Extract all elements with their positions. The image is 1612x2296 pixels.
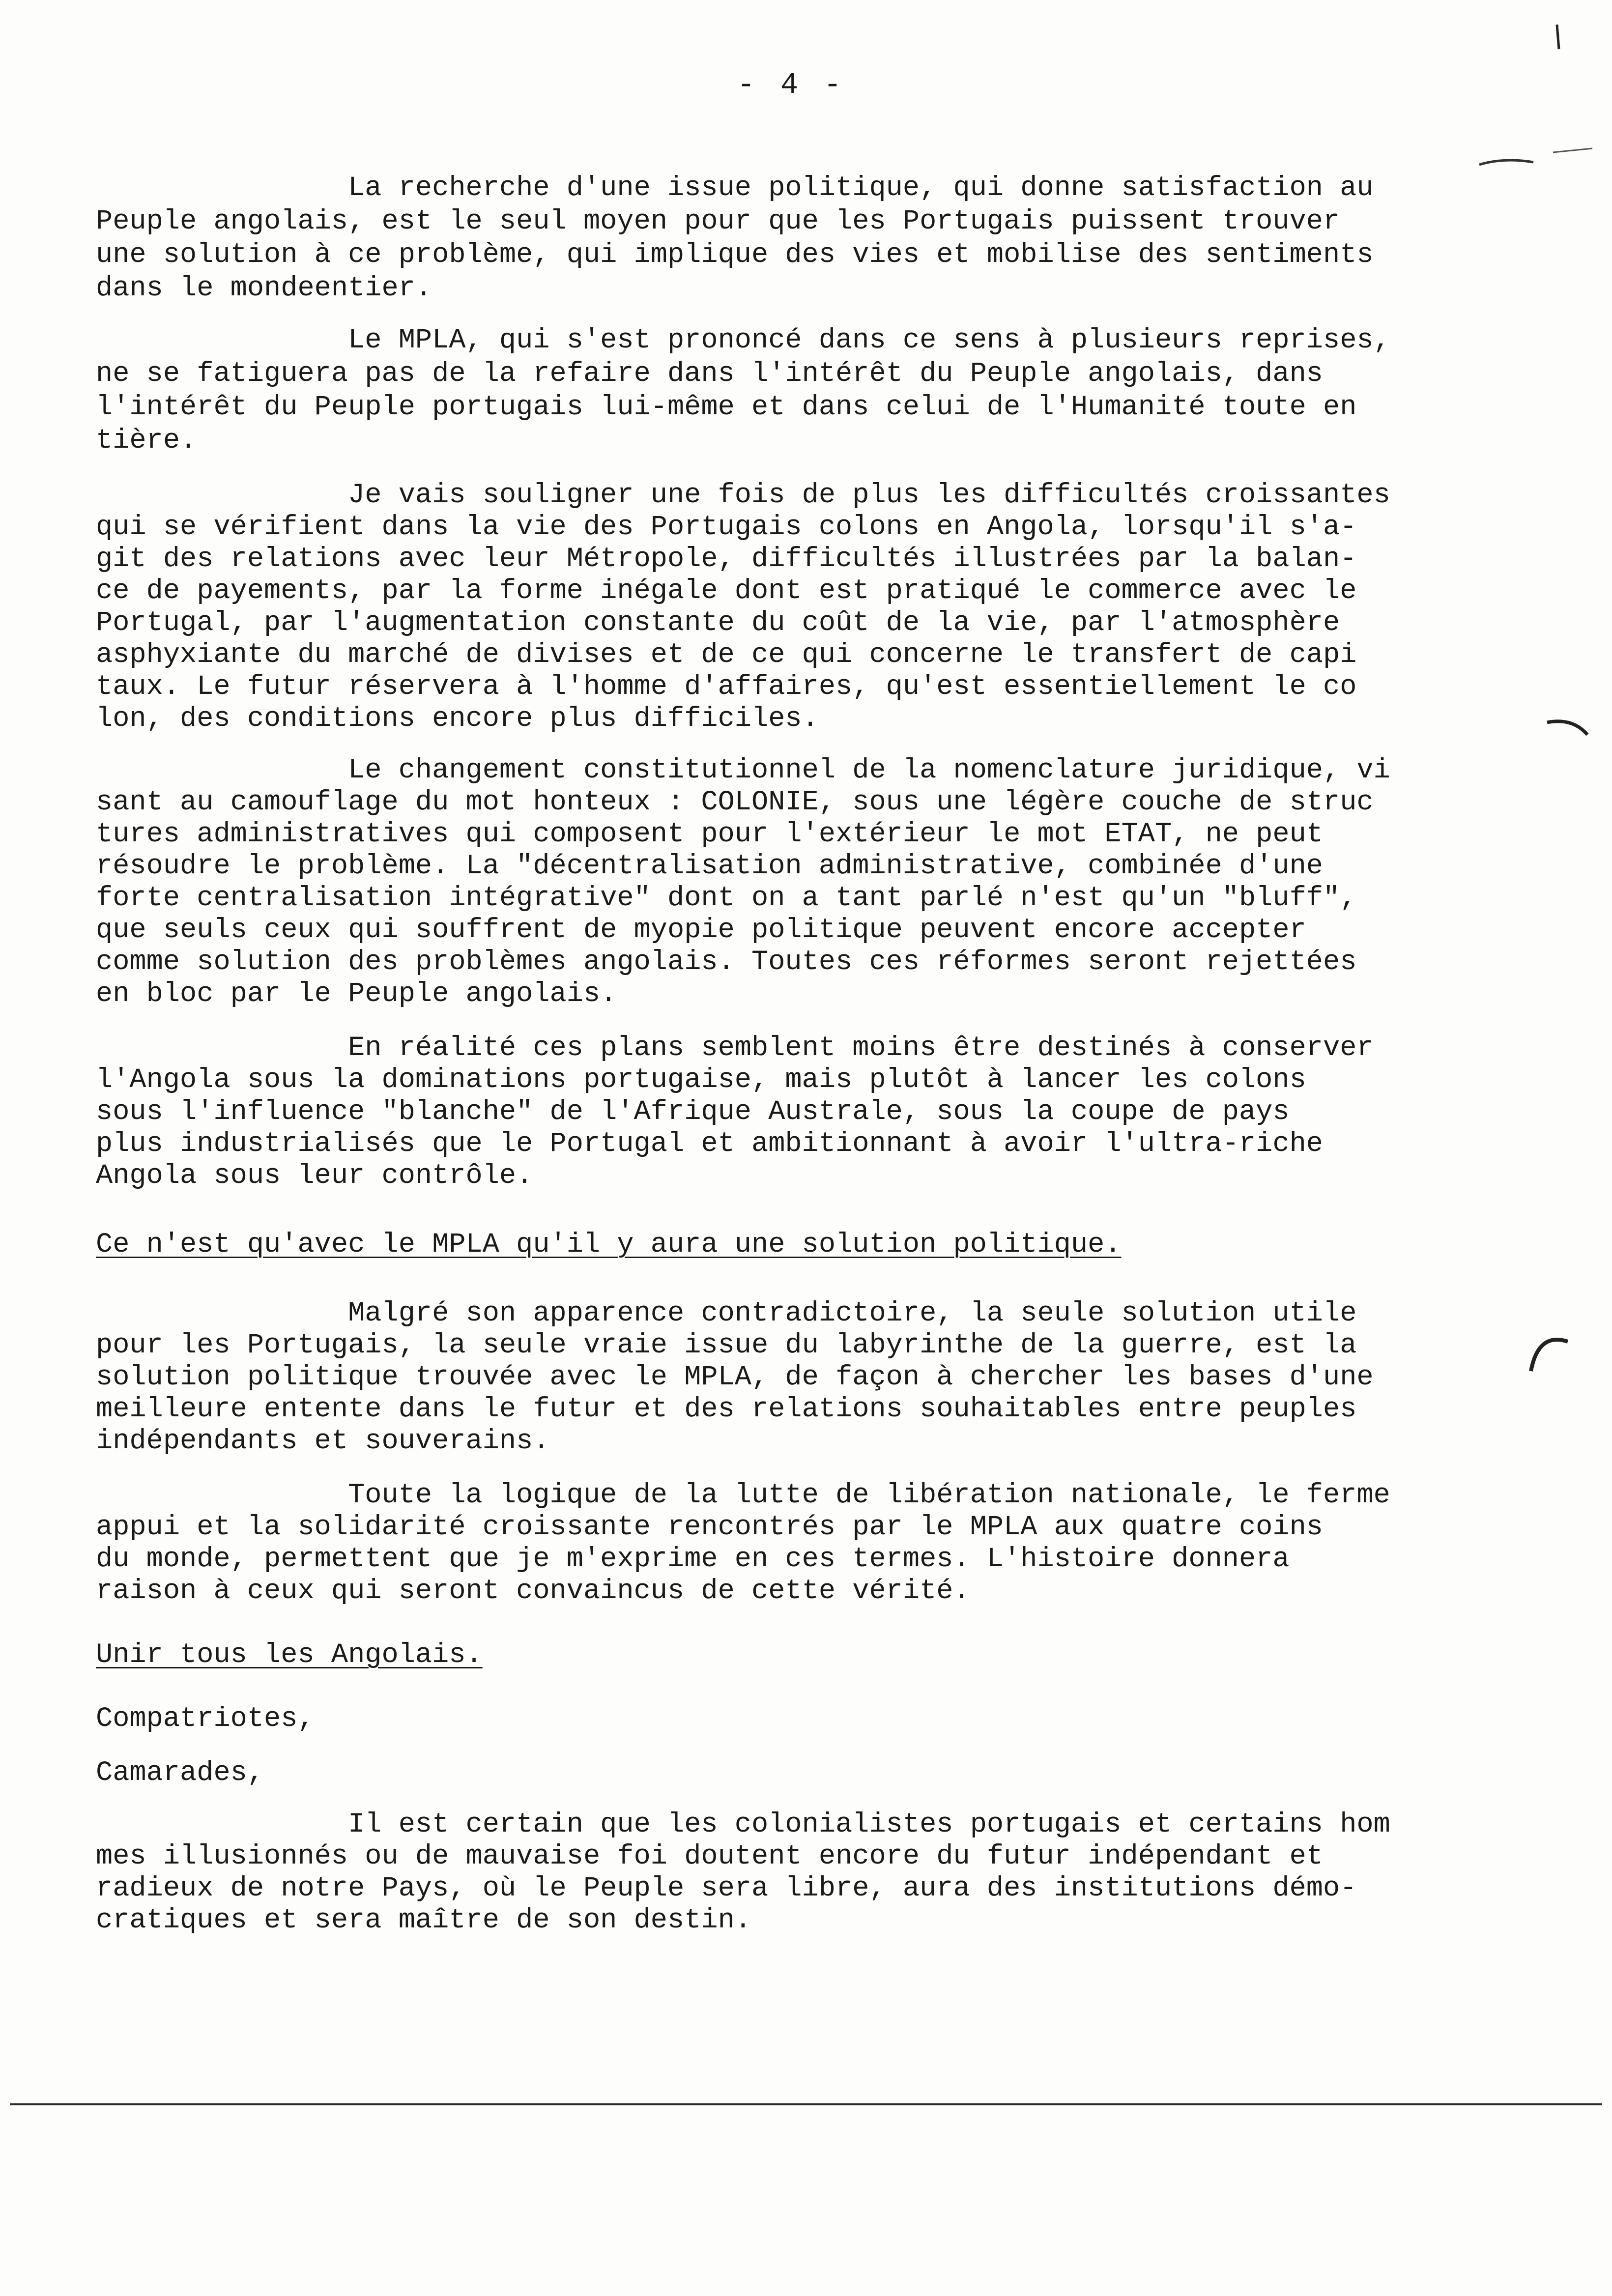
text-line: tures administratives qui composent pour l'extérieur le mot ETAT, ne peut xyxy=(96,819,1324,850)
text-line: ne se fatiguera pas de la refaire dans l'intérêt du Peuple angolais, dans xyxy=(96,358,1324,390)
page-number: - 4 - xyxy=(737,69,846,102)
text-line: La recherche d'une issue politique, qui donne satisfaction au xyxy=(96,172,1374,204)
text-line: solution politique trouvée avec le MPLA, de façon à chercher les bases d'une xyxy=(96,1362,1374,1393)
text-line: forte centralisation intégrative" dont on a tant parlé n'est qu'un "bluff", xyxy=(96,883,1357,914)
salutation: Camarades, xyxy=(96,1757,264,1789)
text-line: comme solution des problèmes angolais. Toutes ces réformes seront rejettées xyxy=(96,947,1357,978)
text-line: Toute la logique de la lutte de libération nationale, le ferme xyxy=(96,1480,1390,1511)
text-line: appui et la solidarité croissante rencontrés par le MPLA aux quatre coins xyxy=(96,1512,1324,1543)
text-line: ce de payements, par la forme inégale dont est pratiqué le commerce avec le xyxy=(96,575,1357,607)
margin-tick-mark xyxy=(1548,20,1568,54)
section-heading: Ce n'est qu'avec le MPLA qu'il y aura une solution politique. xyxy=(96,1229,1122,1261)
text-line: raison à ceux qui seront convaincus de cette vérité. xyxy=(96,1576,970,1607)
text-line: du monde, permettent que je m'exprime en ces termes. L'histoire donnera xyxy=(96,1544,1290,1575)
text-line: radieux de notre Pays, où le Peuple sera libre, aura des institutions démo- xyxy=(96,1873,1357,1904)
margin-bracket-mark xyxy=(1543,713,1597,752)
text-line: asphyxiante du marché de divises et de ce qui concerne le transfert de capi xyxy=(96,639,1357,671)
text-line: l'intérêt du Peuple portugais lui-même et dans celui de l'Humanité toute en xyxy=(96,392,1357,423)
text-line: Le MPLA, qui s'est prononcé dans ce sens à plusieurs reprises, xyxy=(96,325,1390,356)
margin-bracket-mark xyxy=(1519,1327,1578,1381)
text-line: une solution à ce problème, qui implique des vies et mobilise des sentiments xyxy=(96,239,1374,271)
text-line: git des relations avec leur Métropole, difficultés illustrées par la balan- xyxy=(96,544,1357,575)
text-line: en bloc par le Peuple angolais. xyxy=(96,978,617,1010)
text-line: Je vais souligner une fois de plus les difficultés croissantes xyxy=(96,480,1390,511)
text-line: Peuple angolais, est le seul moyen pour que les Portugais puissent trouver xyxy=(96,206,1340,237)
text-line: Il est certain que les colonialistes portugais et certains hom xyxy=(96,1809,1390,1840)
margin-dash-mark xyxy=(1474,138,1602,177)
text-line: cratiques et sera maître de son destin. xyxy=(96,1905,752,1936)
text-line: meilleure entente dans le futur et des relations souhaitables entre peuples xyxy=(96,1394,1357,1425)
text-line: mes illusionnés ou de mauvaise foi doutent encore du futur indépendant et xyxy=(96,1841,1324,1872)
text-line: l'Angola sous la dominations portugaise, mais plutôt à lancer les colons xyxy=(96,1064,1306,1096)
salutation: Compatriotes, xyxy=(96,1703,315,1735)
text-line: Malgré son apparence contradictoire, la seule solution utile xyxy=(96,1298,1357,1329)
section-heading: Unir tous les Angolais. xyxy=(96,1639,483,1671)
text-line: pour les Portugais, la seule vraie issue du labyrinthe de la guerre, est la xyxy=(96,1330,1357,1361)
text-line: dans le mondeentier. xyxy=(96,273,432,304)
text-line: qui se vérifient dans la vie des Portugais colons en Angola, lorsqu'il s'a- xyxy=(96,512,1357,543)
text-line: plus industrialisés que le Portugal et ambitionnant à avoir l'ultra-riche xyxy=(96,1128,1324,1160)
text-line: Angola sous leur contrôle. xyxy=(96,1160,533,1192)
text-line: résoudre le problème. La "décentralisation administrative, combinée d'une xyxy=(96,851,1324,882)
page-bottom-rule xyxy=(10,2103,1602,2105)
text-line: En réalité ces plans semblent moins être destinés à conserver xyxy=(96,1033,1374,1064)
text-line: taux. Le futur réservera à l'homme d'affaires, qu'est essentiellement le co xyxy=(96,671,1357,703)
text-line: Portugal, par l'augmentation constante du coût de la vie, par l'atmosphère xyxy=(96,607,1340,639)
text-line: lon, des conditions encore plus difficiles. xyxy=(96,703,819,735)
text-line: sant au camouflage du mot honteux : COLONIE, sous une légère couche de struc xyxy=(96,787,1374,818)
text-line: que seuls ceux qui souffrent de myopie politique peuvent encore accepter xyxy=(96,915,1306,946)
text-line: sous l'influence "blanche" de l'Afrique Australe, sous la coupe de pays xyxy=(96,1096,1290,1128)
text-line: Le changement constitutionnel de la nomenclature juridique, vi xyxy=(96,755,1390,786)
text-line: tière. xyxy=(96,425,197,457)
text-line: indépendants et souverains. xyxy=(96,1426,550,1457)
